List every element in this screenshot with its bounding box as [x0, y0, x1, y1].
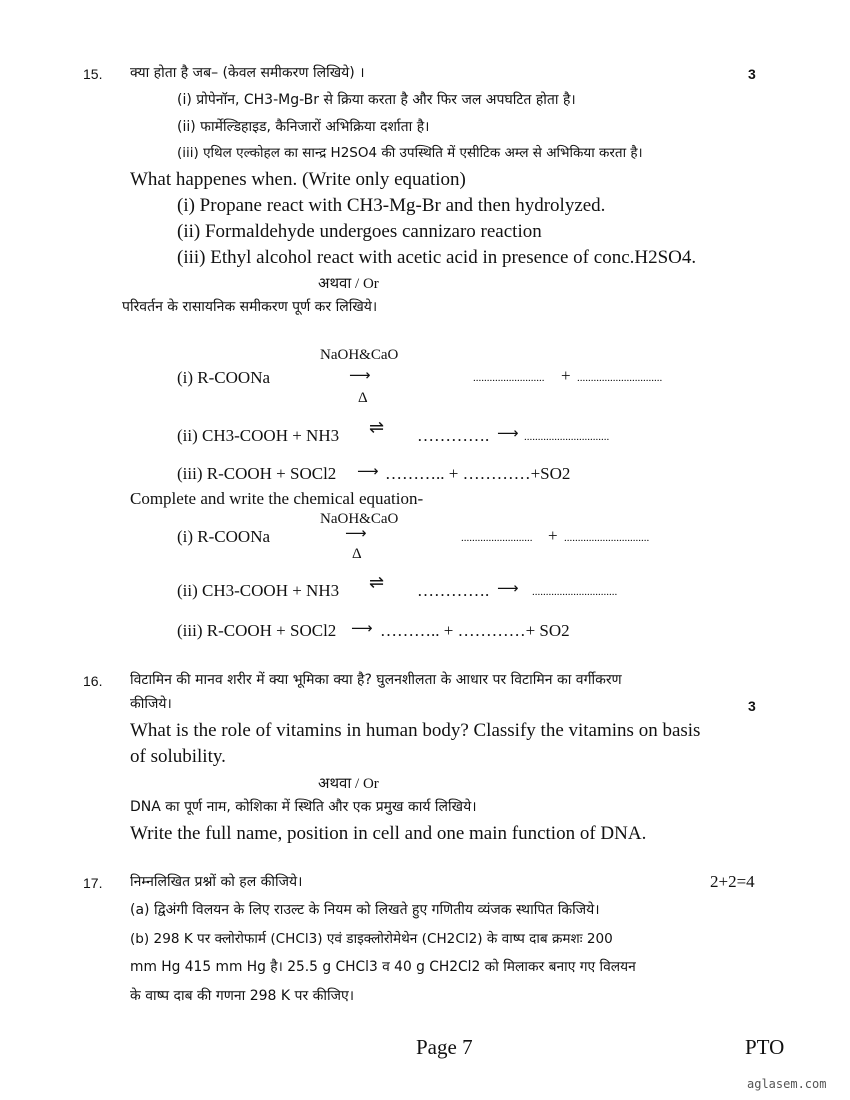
part-english: (iii) Ethyl alcohol react with acetic acid in presence of conc.H2SO4. [177, 247, 697, 268]
question-marks: 2+2=4 [710, 872, 755, 891]
reaction-condition: NaOH&CaO [320, 347, 399, 363]
equation-1: (i) R-COONa [177, 368, 271, 387]
question-marks: 3 [748, 698, 756, 714]
equation-3-products: ……….. + …………+ SO2 [380, 621, 570, 640]
part-hindi: (iii) एथिल एल्कोहल का सान्द्र H2SO4 की उपस्थिति में एसीटिक अम्ल से अभिकिया करता है। [177, 145, 643, 161]
equation-3: (iii) R-COOH + SOCl2 [177, 621, 337, 640]
reaction-arrow: ⟶ [345, 524, 367, 542]
or-separator: अथवा / Or [318, 276, 379, 292]
part-hindi: (ii) फार्मेल्डिहाइड, कैनिजारों अभिक्रिया दर्शाता है। [177, 119, 430, 135]
part-hindi: (i) प्रोपेनॉन, CH3-Mg-Br से क्रिया करता है और फिर जल अपघटित होता है। [177, 92, 576, 108]
equation-3-products: ……….. + …………+SO2 [385, 464, 571, 483]
question-number: 16. [83, 673, 103, 689]
watermark: aglasem.com [747, 1077, 827, 1091]
alt-question-hindi: DNA का पूर्ण नाम, कोशिका में स्थिति और एक प्रमुख कार्य लिखिये। [130, 799, 477, 815]
part-english: (i) Propane react with CH3-Mg-Br and then hydrolyzed. [177, 195, 606, 216]
reaction-arrow: ⟶ [497, 424, 519, 442]
part-b: के वाष्प दाब की गणना 298 K पर कीजिए। [130, 988, 355, 1004]
question-hindi: विटामिन की मानव शरीर में क्या भूमिका क्या है? घुलनशीलता के आधार पर विटामिन का वर्गीकरण [130, 672, 622, 688]
part-b: (b) 298 K पर क्लोरोफार्म (CHCl3) एवं डाइक्लोरोमेथेन (CH2Cl2) के वाष्प दाब क्रमशः 200 [130, 931, 613, 947]
question-english: What is the role of vitamins in human body? Classify the vitamins on basis [130, 720, 701, 741]
heat-symbol: Δ [358, 390, 368, 406]
reaction-arrow: ⟶ [497, 579, 519, 597]
alt-question-hindi: परिवर्तन के रासायनिक समीकरण पूर्ण कर लिखिये। [122, 299, 378, 315]
alt-question-english: Write the full name, position in cell and one main function of DNA. [130, 823, 647, 844]
question-marks: 3 [748, 66, 756, 82]
question-hindi: क्या होता है जब– (केवल समीकरण लिखिये) । [130, 65, 365, 81]
blank-dots: …………. [417, 581, 490, 600]
plus-sign: + [561, 366, 571, 385]
pto-label: PTO [745, 1035, 785, 1059]
heat-symbol: Δ [352, 546, 362, 562]
reaction-arrow: ⟶ [357, 462, 379, 480]
blank-dots: ............................... [532, 586, 618, 598]
equilibrium-arrow: ⇌ [369, 572, 385, 593]
blank-dots: .......................... [461, 532, 533, 544]
part-b: mm Hg 415 mm Hg है। 25.5 g CHCl3 व 40 g CH2Cl2 को मिलाकर बनाए गए विलयन [130, 959, 636, 975]
plus-sign: + [548, 526, 558, 545]
equation-3: (iii) R-COOH + SOCl2 [177, 464, 337, 483]
blank-dots: ............................... [577, 372, 663, 384]
question-hindi: कीजिये। [130, 696, 172, 712]
equation-2: (ii) CH3-COOH + NH3 [177, 426, 340, 445]
alt-question-english: Complete and write the chemical equation- [130, 489, 424, 508]
equation-2: (ii) CH3-COOH + NH3 [177, 581, 340, 600]
blank-dots: .......................... [473, 372, 545, 384]
part-a: (a) द्विअंगी विलयन के लिए राउल्ट के नियम को लिखते हुए गणितीय व्यंजक स्थापित किजिये। [130, 902, 600, 918]
question-english: of solubility. [130, 746, 226, 767]
question-hindi: निम्नलिखित प्रश्नों को हल कीजिये। [130, 874, 303, 890]
reaction-arrow: ⟶ [349, 366, 371, 384]
reaction-condition: NaOH&CaO [320, 511, 399, 527]
reaction-arrow: ⟶ [351, 619, 373, 637]
blank-dots: ............................... [524, 431, 610, 443]
equation-1: (i) R-COONa [177, 527, 271, 546]
page-number: Page 7 [416, 1035, 473, 1059]
question-number: 15. [83, 66, 103, 82]
equilibrium-arrow: ⇌ [369, 417, 385, 438]
question-english: What happenes when. (Write only equation) [130, 169, 466, 190]
question-number: 17. [83, 875, 103, 891]
part-english: (ii) Formaldehyde undergoes cannizaro reaction [177, 221, 542, 242]
blank-dots: …………. [417, 426, 490, 445]
or-separator: अथवा / Or [318, 776, 379, 792]
blank-dots: ............................... [564, 532, 650, 544]
